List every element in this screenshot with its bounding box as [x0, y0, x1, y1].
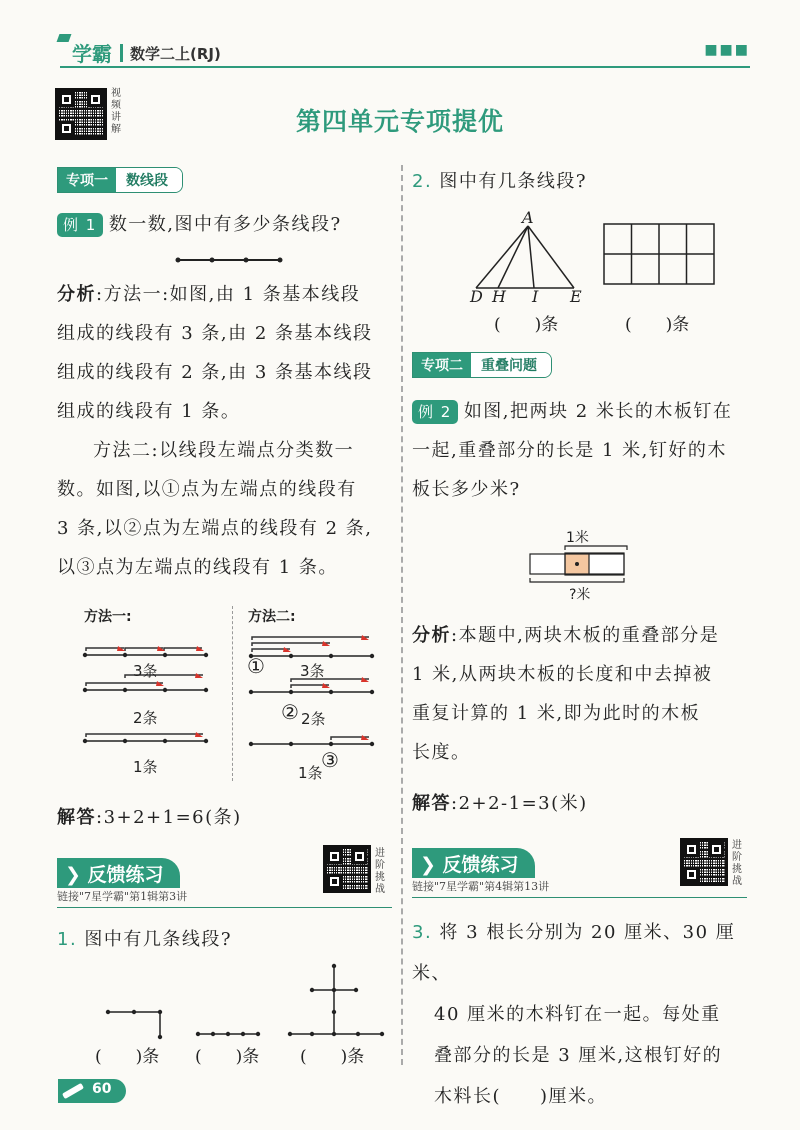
section-tag-2 — [412, 352, 552, 378]
section-tag-2-name: 重叠问题 — [471, 353, 551, 377]
board-figure — [528, 540, 648, 588]
analysis-line: 组成的线段有 2 条,由 3 条基本线段 — [57, 362, 373, 383]
q2-triangle-figure — [470, 222, 590, 294]
example-2-line: 一起,重叠部分的长是 1 米,钉好的木 — [412, 440, 727, 461]
fig1-point — [210, 258, 215, 263]
m1-label-1: 3条 — [133, 662, 158, 680]
answer-text: :2+2-1=3(米) — [451, 793, 588, 814]
q1-figures — [100, 962, 390, 1040]
header — [60, 38, 750, 68]
question-3 — [412, 912, 757, 1117]
book-title: 数学二上(RJ) — [130, 45, 221, 63]
q1-text: 图中有几条线段? — [84, 929, 233, 950]
section-tag-1-num: 专项一 — [58, 168, 116, 192]
analysis-line: 数。如图,以①点为左端点的线段有 — [57, 479, 357, 500]
method-2-figure — [248, 634, 378, 754]
question-1 — [57, 920, 232, 959]
section-tag-1 — [57, 167, 183, 193]
m2-circle-2: ② — [281, 700, 299, 724]
analysis-line: 重复计算的 1 米,即为此时的木板 — [412, 703, 701, 724]
chevron-icon: ❯ — [420, 854, 436, 876]
q2-text: 图中有几条线段? — [439, 171, 588, 192]
chevron-icon: ❯ — [65, 864, 81, 886]
q3-line: 3. 将 3 根长分别为 20 厘米、30 厘米、 — [412, 922, 736, 984]
method-2-label: 方法二: — [248, 609, 296, 625]
m2-circle-3: ③ — [321, 748, 339, 772]
q3-number: 3. — [412, 922, 433, 943]
section-tag-1-name: 数线段 — [116, 168, 182, 192]
q2-number: 2. — [412, 171, 433, 192]
feedback-link-1[interactable]: 链接"7星学霸"第1辑第3讲 — [57, 890, 188, 903]
q2-point-i: I — [532, 287, 539, 306]
challenge-qr-label-2: 进阶挑战 — [732, 840, 742, 887]
example-2-analysis — [412, 616, 757, 772]
q3-line: 40 厘米的木料钉在一起。每处重 — [434, 1004, 721, 1025]
example-2-badge: 例 2 — [412, 400, 458, 424]
example-2-line: 板长多少米? — [412, 479, 521, 500]
m1-label-2: 2条 — [133, 709, 158, 727]
q2-point-a: A — [522, 208, 534, 227]
method-1-label: 方法一: — [84, 609, 132, 625]
analysis-line: 1 米,从两块木板的长度和中去掉被 — [412, 664, 713, 685]
analysis-line: 以③点为左端点的线段有 1 条。 — [57, 557, 338, 578]
example-1-question: 数一数,图中有多少条线段? — [108, 214, 342, 235]
m2-label-3: 1条 — [298, 764, 323, 782]
q2-point-h: H — [492, 287, 506, 306]
feedback-title-2: ❯ 反馈练习 — [412, 848, 535, 878]
fig1-point — [244, 258, 249, 263]
q2-point-d: D — [470, 287, 483, 306]
q2-blank-2[interactable]: ( )条 — [625, 315, 690, 335]
video-qr-label: 视频讲解 — [111, 88, 121, 135]
challenge-qr-code-2[interactable] — [680, 838, 728, 886]
analysis-line: 分析:本题中,两块木板的重叠部分是 — [412, 625, 720, 646]
q1-blank-3[interactable]: ( )条 — [300, 1047, 365, 1067]
board-label-top: 1米 — [566, 530, 589, 546]
analysis-label: 分析 — [57, 284, 96, 305]
brand-logo: 学霸 — [72, 42, 112, 66]
q3-line[interactable]: 木料长( )厘米。 — [434, 1086, 608, 1107]
page-number: 60 — [92, 1081, 112, 1097]
q2-blank-1[interactable]: ( )条 — [494, 315, 559, 335]
section-tag-2-num: 专项二 — [413, 353, 471, 377]
m2-circle-1: ① — [247, 654, 265, 678]
page-title: 第四单元专项提优 — [295, 107, 504, 136]
feedback-link-2[interactable]: 链接"7星学霸"第4辑第13讲 — [412, 880, 550, 893]
example-2-line: 例 2 如图,把两块 2 米长的木板钉在 — [412, 392, 757, 431]
answer-text: :3+2+1=6(条) — [96, 807, 242, 828]
challenge-qr-label-1: 进阶挑战 — [375, 848, 385, 895]
fig1-point — [278, 258, 283, 263]
board-label-bottom: ?米 — [569, 587, 591, 603]
question-2 — [412, 162, 587, 201]
example-1 — [57, 205, 397, 244]
feedback-title-1: ❯ 反馈练习 — [57, 858, 180, 888]
analysis-line: 长度。 — [412, 742, 471, 763]
answer-label: 解答 — [412, 793, 451, 814]
m2-label-1: 3条 — [300, 662, 325, 680]
example-1-analysis — [57, 275, 402, 587]
example-2 — [412, 392, 757, 509]
q1-number: 1. — [57, 929, 78, 950]
q2-grid-figure — [603, 222, 718, 288]
q3-line: 叠部分的长是 3 厘米,这根钉好的 — [434, 1045, 723, 1066]
example-2-answer — [412, 784, 588, 823]
fig1-point — [176, 258, 181, 263]
q1-blank-2[interactable]: ( )条 — [195, 1047, 260, 1067]
methods-divider — [232, 606, 233, 781]
analysis-label: 分析 — [412, 625, 451, 646]
analysis-line: 组成的线段有 3 条,由 2 条基本线段 — [57, 323, 373, 344]
brand-divider — [120, 44, 123, 62]
example-1-figure — [175, 255, 295, 265]
m1-label-3: 1条 — [133, 758, 158, 776]
example-1-badge: 例 1 — [57, 213, 103, 237]
challenge-qr-code-1[interactable] — [323, 845, 371, 893]
example-1-answer — [57, 798, 242, 837]
header-bars: ■■■ — [704, 42, 750, 58]
method-1-figure — [82, 640, 212, 750]
analysis-line: 3 条,以②点为左端点的线段有 2 条, — [57, 518, 373, 539]
analysis-line: 方法二:以线段左端点分类数一 — [93, 440, 355, 461]
q1-blank-1[interactable]: ( )条 — [95, 1047, 160, 1067]
answer-label: 解答 — [57, 807, 96, 828]
q2-point-e: E — [570, 287, 582, 306]
analysis-line: 分析:方法一:如图,由 1 条基本线段 — [57, 284, 361, 305]
m2-label-2: 2条 — [301, 710, 326, 728]
analysis-line: 组成的线段有 1 条。 — [57, 401, 241, 422]
